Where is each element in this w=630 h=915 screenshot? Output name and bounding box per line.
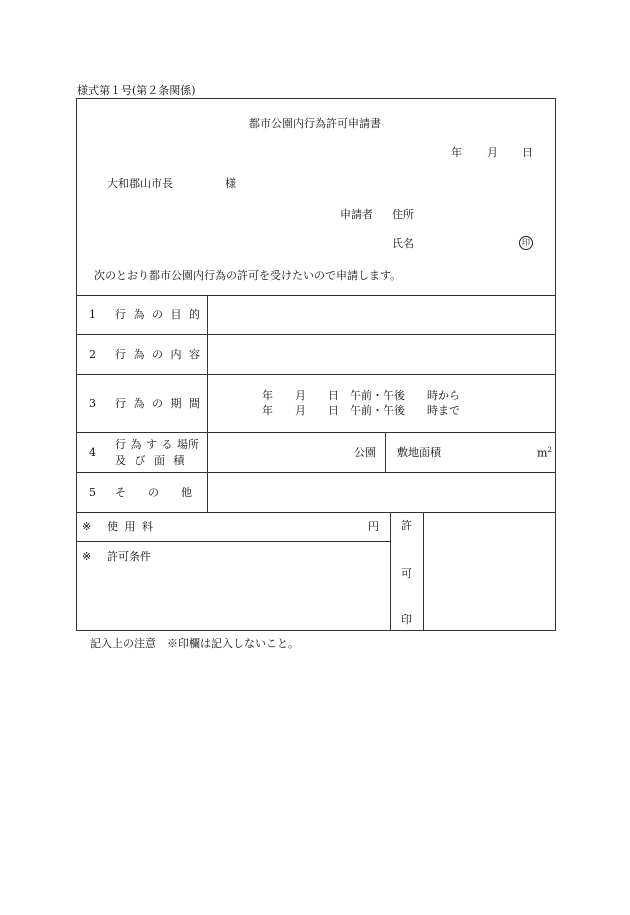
name-label: 氏名 xyxy=(392,237,414,250)
column-divider xyxy=(207,295,208,512)
column-divider xyxy=(385,432,386,472)
usage-fee-label: 使 用 料 xyxy=(107,520,153,533)
row-label-content: 行 為 の 内 容 xyxy=(115,348,200,361)
period-start: 年 月 日 午前・午後 時から xyxy=(262,389,460,402)
yen-unit: 円 xyxy=(368,520,379,533)
seal-icon: 印 xyxy=(519,236,533,250)
area-unit xyxy=(537,447,552,459)
row-number: 5 xyxy=(89,486,96,499)
permit-stamp-char: 可 xyxy=(401,567,412,580)
permit-stamp-char: 印 xyxy=(401,613,412,626)
application-statement: 次のとおり都市公園内行為の許可を受けたいので申請します。 xyxy=(94,269,402,282)
row-label-purpose: 行 為 の 目 的 xyxy=(115,308,200,321)
form-label: 様式第１号(第２条関係) xyxy=(77,84,196,97)
divider xyxy=(76,334,556,335)
site-area-label: 敷地面積 xyxy=(397,446,441,459)
divider xyxy=(76,432,556,433)
honorific: 様 xyxy=(225,177,236,190)
divider xyxy=(76,374,556,375)
reference-mark: ※ xyxy=(82,520,92,533)
row-number: 3 xyxy=(89,397,96,410)
row-label-other: そ の 他 xyxy=(115,486,192,499)
column-divider xyxy=(390,512,391,631)
address-label: 住所 xyxy=(392,208,414,221)
divider xyxy=(76,472,556,473)
row-number: 2 xyxy=(89,348,96,361)
divider xyxy=(76,541,391,542)
filling-note: 記入上の注意 ※印欄は記入しないこと。 xyxy=(90,637,299,650)
permit-conditions-label: 許可条件 xyxy=(107,550,151,563)
period-end: 年 月 日 午前・午後 時まで xyxy=(262,404,460,417)
divider xyxy=(76,512,556,513)
unit-text: m xyxy=(537,446,548,460)
unit-superscript: 2 xyxy=(547,446,552,454)
applicant-label: 申請者 xyxy=(340,208,373,221)
column-divider xyxy=(423,512,424,631)
row-label-place: 行 為 す る 場所 xyxy=(115,438,199,451)
reference-mark: ※ xyxy=(82,550,92,563)
divider xyxy=(76,295,556,296)
row-label-period: 行 為 の 期 間 xyxy=(115,397,200,410)
form-title: 都市公園内行為許可申請書 xyxy=(249,117,381,130)
addressee: 大和郡山市長 xyxy=(107,177,173,190)
date-day-label: 日 xyxy=(522,146,533,159)
row-label-area: 及 び 面 積 xyxy=(115,454,185,467)
row-number: 4 xyxy=(89,446,96,459)
park-label: 公園 xyxy=(354,446,376,459)
date-year-label: 年 xyxy=(451,146,462,159)
date-month-label: 月 xyxy=(487,146,498,159)
row-number: 1 xyxy=(89,308,96,321)
permit-stamp-char: 許 xyxy=(401,519,412,532)
